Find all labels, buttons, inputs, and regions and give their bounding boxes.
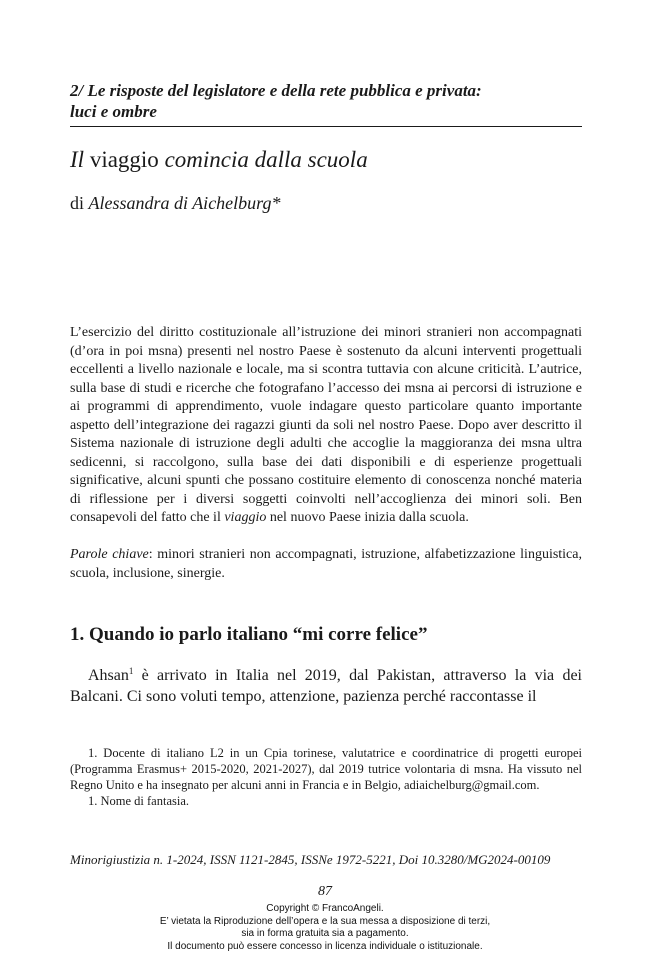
body-paragraph	[70, 665, 582, 707]
body-text-start: Ahsan	[88, 667, 129, 684]
title-part2: viaggio	[84, 147, 165, 172]
heading-divider	[70, 126, 582, 127]
footnote-author: 1. Docente di italiano L2 in un Cpia torinese, valutatrice e coordinatrice di progetti europei (Programma Erasmus+ 2015-2020, 2021-2027), dal 2019 tutrice volontaria di msna. Ha vissuto nel Regno Unito e ha insegnato per alcuni anni in Francia e in Belgio, adiaichelburg@gmail.com.	[70, 746, 582, 792]
copyright-line: sia in forma gratuita sia a pagamento.	[241, 928, 409, 939]
copyright-notice	[0, 903, 650, 953]
body-text-rest: è arrivato in Italia nel 2019, dal Pakistan, attraverso la via dei Balcani. Ci sono voluti tempo, attenzione, pazienza perché raccontasse il	[70, 667, 582, 705]
abstract-italic-word: viaggio	[224, 510, 267, 525]
byline	[70, 192, 281, 214]
copyright-line: Il documento può essere concesso in licenza individuale o istituzionale.	[167, 940, 483, 952]
abstract-text-end: nel nuovo Paese inizia dalla scuola.	[266, 510, 469, 525]
footnotes	[70, 745, 582, 809]
copyright-line: Copyright © FrancoAngeli.	[266, 903, 384, 914]
article-title	[70, 146, 582, 174]
copyright-line: E’ vietata la Riproduzione dell’opera e la sua messa a disposizione di terzi,	[159, 915, 491, 927]
keywords-label: Parole chiave	[70, 547, 149, 562]
byline-prefix: di	[70, 193, 89, 213]
keywords	[70, 546, 582, 583]
keywords-text: : minori stranieri non accompagnati, istruzione, alfabetizzazione linguistica, scuola, inclusione, sinergie.	[70, 547, 582, 581]
abstract	[70, 324, 582, 528]
journal-citation: Minorigiustizia n. 1-2024, ISSN 1121-2845, ISSNe 1972-5221, Doi 10.3280/MG2024-00109	[70, 852, 551, 867]
page-number: 87	[318, 884, 332, 899]
footnote-1: 1. Nome di fantasia.	[88, 794, 190, 808]
author-name: Alessandra di Aichelburg*	[88, 193, 281, 213]
title-part3: comincia dalla scuola	[164, 147, 368, 172]
footnote-reference[interactable]: 1	[128, 666, 134, 676]
section-1-heading: 1. Quando io parlo italiano “mi corre felice”	[70, 624, 428, 645]
section-heading-line1: 2/ Le risposte del legislatore e della rete pubblica e privata:	[70, 81, 482, 100]
section-heading-line2: luci e ombre	[70, 102, 157, 121]
title-part1: Il	[70, 147, 85, 172]
section-heading	[70, 80, 582, 122]
abstract-text: L’esercizio del diritto costituzionale all’istruzione dei minori stranieri non accompagnati (d’ora in poi msna) presenti nel nostro Paese è sostenuto da alcuni interventi progettuali eccellenti a livello nazionale e locale, ma si scontra tuttavia con alcune criticità. L’autrice, sulla base di studi e ricerche che fotografano l’accesso dei msna ai percorsi di istruzione e ai programmi di apprendimento, vuole indagare questo particolare quanto importante aspetto dell’integrazione dei ragazzi giunti da soli nel nostro Paese. Dopo aver descritto il Sistema nazionale di istruzione degli adulti che accoglie la maggioranza dei msna ultra sedicenni, si raccolgono, sulla base dei dati disponibili e di esperienze progettuali significative, alcuni spunti che possano costituire elemento di conoscenza nonché materia di riflessione per i diversi soggetti coinvolti nell’accoglienza dei minori soli. Ben consapevoli del fatto che il	[70, 325, 582, 525]
